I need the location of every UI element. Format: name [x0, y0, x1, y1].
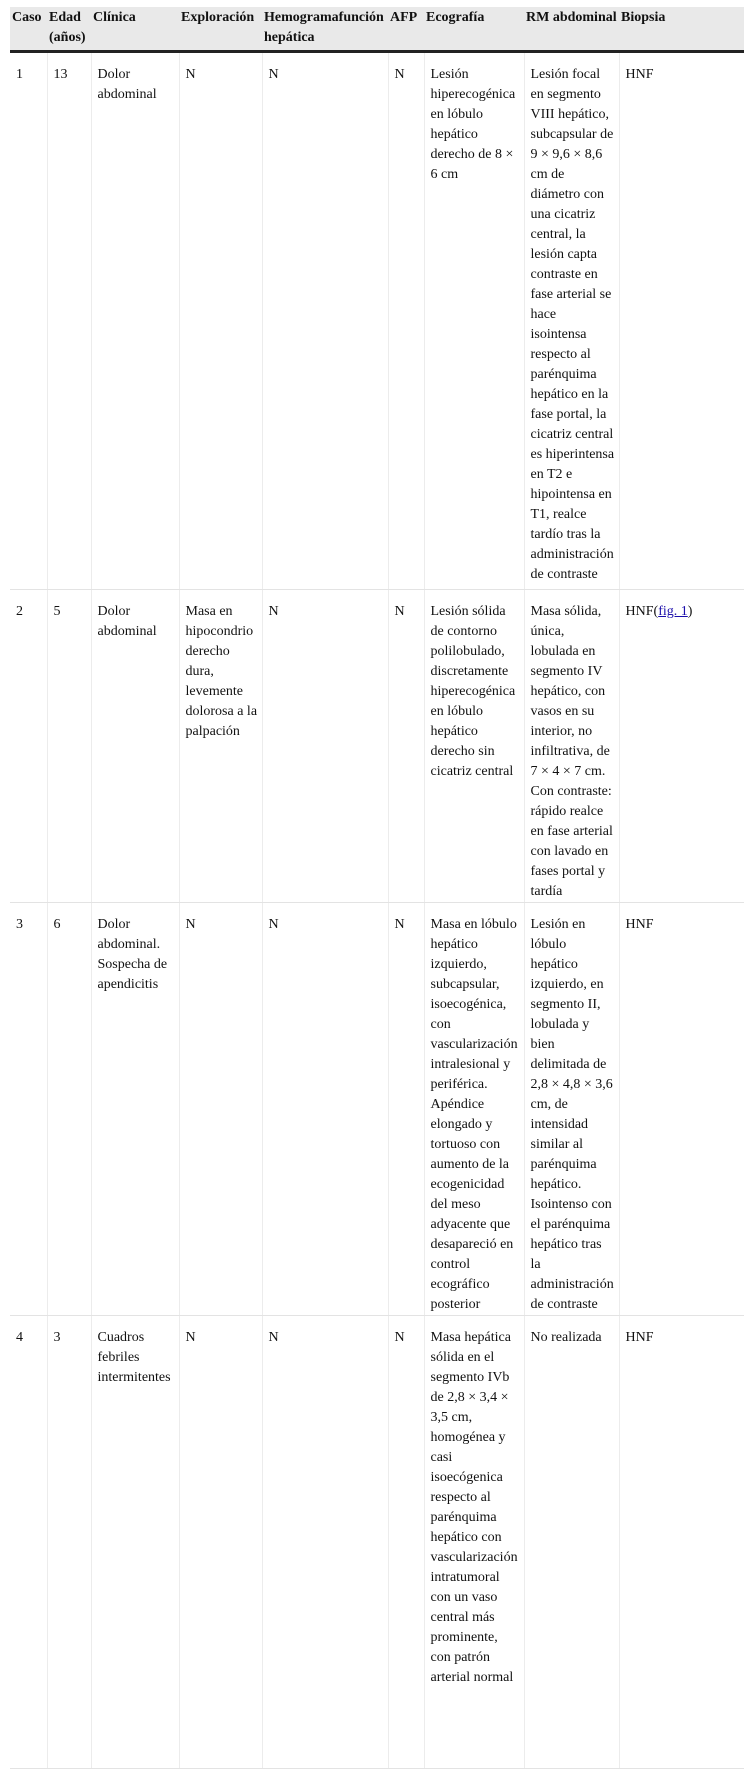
cell-ecografia: Masa en lóbulo hepático izquierdo, subcapsular, isoecogénica, con vascularización intralesional y periférica. Apéndice elongado y tortuoso con aumento de la ecogenicidad del meso adyacente que desapareció en control ecográfico posterior [424, 903, 524, 1316]
cell-hemograma: N [262, 1316, 388, 1769]
cell-hemograma: N [262, 590, 388, 903]
cell-afp: N [388, 590, 424, 903]
cell-afp: N [388, 903, 424, 1316]
header-caso: Caso [10, 7, 47, 52]
cell-rm: Lesión en lóbulo hepático izquierdo, en segmento II, lobulada y bien delimitada de 2,8 × 4,8 × 3,6 cm, de intensidad similar al parénquima hepático. Isointenso con el parénquima hepático tras la administración de contraste [524, 903, 619, 1316]
cell-edad: 13 [47, 52, 91, 590]
cell-clinica: Dolor abdominal [91, 590, 179, 903]
cell-clinica: Dolor abdominal [91, 52, 179, 590]
cell-caso: 4 [10, 1316, 47, 1769]
cell-biopsia: HNF [619, 1316, 744, 1769]
cell-rm: Masa sólida, única, lobulada en segmento IV hepático, con vasos en su interior, no infiltrativa, de 7 × 4 × 7 cm. Con contraste: rápido realce en fase arterial con lavado en fases portal y tardía [524, 590, 619, 903]
table-row [10, 590, 744, 903]
table-row [10, 52, 744, 590]
figure-link[interactable]: fig. 1 [658, 604, 688, 619]
header-edad: Edad (años) [47, 7, 91, 52]
clinical-cases-table [10, 7, 744, 1769]
cell-exploracion: N [179, 903, 262, 1316]
cell-afp: N [388, 52, 424, 590]
biopsia-text: HNF [625, 604, 654, 619]
header-exploracion: Exploración [179, 7, 262, 52]
cell-biopsia: HNF [619, 52, 744, 590]
table-row [10, 903, 744, 1316]
table-row [10, 1316, 744, 1769]
header-ecografia: Ecografía [424, 7, 524, 52]
cell-exploracion: N [179, 1316, 262, 1769]
cell-clinica: Dolor abdominal. Sospecha de apendicitis [91, 903, 179, 1316]
header-funcion-hepatica: función hepática [264, 10, 384, 45]
header-biopsia: Biopsia [619, 7, 744, 52]
cell-caso: 3 [10, 903, 47, 1316]
cell-biopsia: HNF [619, 903, 744, 1316]
cell-afp: N [388, 1316, 424, 1769]
table-header-row [10, 7, 744, 52]
cell-hemograma: N [262, 903, 388, 1316]
table-container [10, 7, 744, 1769]
cell-rm: Lesión focal en segmento VIII hepático, subcapsular de 9 × 9,6 × 8,6 cm de diámetro con una cicatriz central, la lesión capta contraste en fase arterial se hace isointensa respecto al parénquima hepático en la fase portal, la cicatriz central es hiperintensa en T2 e hipointensa en T1, realce tardío tras la administración de contraste [524, 52, 619, 590]
cell-rm: No realizada [524, 1316, 619, 1769]
cell-edad: 5 [47, 590, 91, 903]
cell-ecografia: Lesión sólida de contorno polilobulado, discretamente hiperecogénica en lóbulo hepático derecho sin cicatriz central [424, 590, 524, 903]
cell-caso: 1 [10, 52, 47, 590]
cell-ecografia: Lesión hiperecogénica en lóbulo hepático derecho de 8 × 6 cm [424, 52, 524, 590]
cell-hemograma: N [262, 52, 388, 590]
cell-edad: 3 [47, 1316, 91, 1769]
header-hemograma: Hemograma [264, 10, 339, 25]
cell-ecografia: Masa hepática sólida en el segmento IVb de 2,8 × 3,4 × 3,5 cm, homogénea y casi isoecógenica respecto al parénquima hepático con vascularización intratumoral con un vaso central más prominente, con patrón arterial normal [424, 1316, 524, 1769]
cell-edad: 6 [47, 903, 91, 1316]
cell-clinica: Cuadros febriles intermitentes [91, 1316, 179, 1769]
header-clinica: Clínica [91, 7, 179, 52]
header-afp: AFP [388, 7, 424, 52]
cell-biopsia: HNF(fig. 1) [619, 590, 744, 903]
header-rm: RM abdominal [524, 7, 619, 52]
cell-exploracion: Masa en hipocondrio derecho dura, levemente dolorosa a la palpación [179, 590, 262, 903]
cell-caso: 2 [10, 590, 47, 903]
cell-exploracion: N [179, 52, 262, 590]
header-hemograma-funcion [262, 7, 388, 52]
